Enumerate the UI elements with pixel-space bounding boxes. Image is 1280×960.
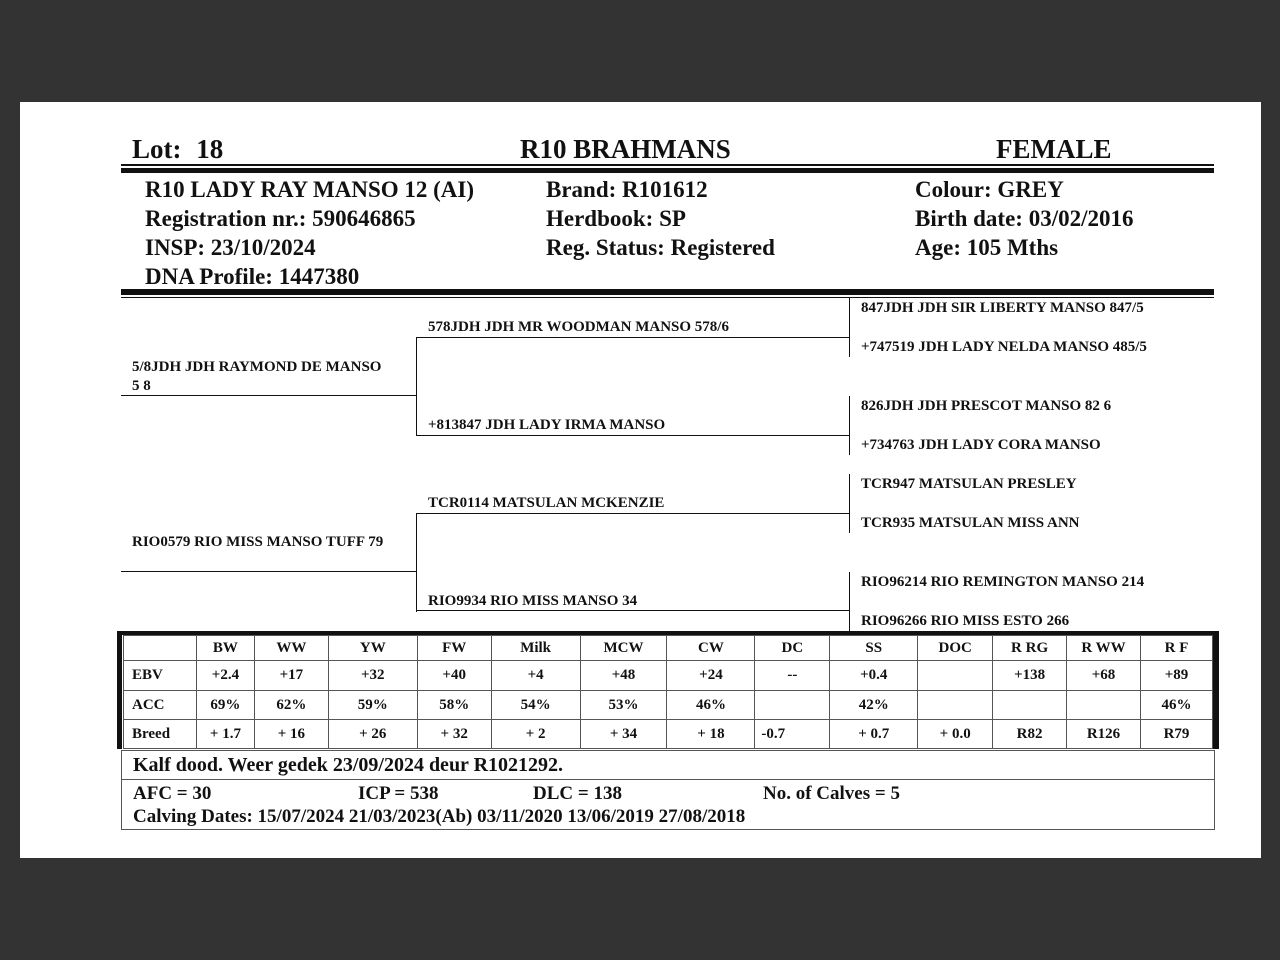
breed-cell: + 0.7 [830,720,918,749]
acc-row [124,691,1213,720]
ggp-6: TCR935 MATSULAN MISS ANN [861,515,1080,531]
breed-row-label: Breed [124,720,197,749]
acc-cell: 54% [491,691,580,720]
ebv-frame-right [1213,631,1219,749]
header-rule-thick [121,168,1214,173]
ebv-header-cell: R RG [993,636,1067,661]
birth-date: Birth date: 03/02/2016 [915,206,1134,231]
ebv-header-cell [124,636,197,661]
acc-cell: 62% [254,691,328,720]
registration-number: Registration nr.: 590646865 [145,206,416,231]
breed-cell: R79 [1140,720,1212,749]
dd-bracket [849,572,850,631]
ebv-header-cell: SS [830,636,918,661]
sire-sire-line [416,337,849,338]
ds-bracket [849,474,850,533]
insp-date: INSP: 23/10/2024 [145,235,316,260]
acc-cell [993,691,1067,720]
ebv-cell: -- [755,661,830,691]
info-rule-thick [121,289,1214,295]
acc-cell: 69% [196,691,254,720]
breed-cell: + 0.0 [918,720,993,749]
ebv-header-row [124,636,1213,661]
acc-cell [1067,691,1141,720]
breed-cell: + 32 [417,720,491,749]
ebv-cell: +4 [491,661,580,691]
sire-dam-line [416,435,849,436]
ebv-cell: +68 [1067,661,1141,691]
ebv-cell: +0.4 [830,661,918,691]
ebv-cell: +32 [328,661,417,691]
acc-cell: 59% [328,691,417,720]
dam-dam-name: RIO9934 RIO MISS MANSO 34 [428,593,638,609]
stats-box [121,779,1215,830]
dam-line [121,571,416,572]
ebv-frame-left [117,631,122,749]
calves-count: No. of Calves = 5 [763,783,900,804]
info-rule-thin [121,297,1214,298]
ebv-header-cell: CW [667,636,755,661]
dam-sire-name: TCR0114 MATSULAN MCKENZIE [428,495,665,511]
dam-sire-line [416,513,849,514]
ggp-8: RIO96266 RIO MISS ESTO 266 [861,613,1070,629]
ebv-cell: +2.4 [196,661,254,691]
ebv-cell: +40 [417,661,491,691]
ggp-1: 847JDH JDH SIR LIBERTY MANSO 847/5 [861,300,1144,316]
lot-number: 18 [196,134,224,164]
ebv-header-cell: DOC [918,636,993,661]
ebv-cell: +138 [993,661,1067,691]
breed-cell: + 2 [491,720,580,749]
remarks-text: Kalf dood. Weer gedek 23/09/2024 deur R1021292. [133,754,564,776]
remarks-box [121,750,1215,780]
brand: Brand: R101612 [546,177,708,202]
acc-cell: 53% [580,691,667,720]
ggp-2: +747519 JDH LADY NELDA MANSO 485/5 [861,339,1147,355]
breed-cell: R82 [993,720,1067,749]
acc-cell: 58% [417,691,491,720]
acc-cell: 46% [667,691,755,720]
calving-dates: Calving Dates: 15/07/2024 21/03/2023(Ab) 03/11/2020 13/06/2019 27/08/2018 [133,806,746,827]
acc-cell [918,691,993,720]
ggp-7: RIO96214 RIO REMINGTON MANSO 214 [861,574,1145,590]
acc-cell: 42% [830,691,918,720]
breed-cell: + 34 [580,720,667,749]
breed-cell: + 18 [667,720,755,749]
ebv-header-cell: FW [417,636,491,661]
ebv-cell: +48 [580,661,667,691]
ebv-header-cell: YW [328,636,417,661]
ebv-header-cell: MCW [580,636,667,661]
ggp-5: TCR947 MATSULAN PRESLEY [861,476,1077,492]
sire-bracket [416,337,417,436]
animal-name: R10 LADY RAY MANSO 12 (AI) [145,177,475,202]
ebv-cell [918,661,993,691]
ggp-4: +734763 JDH LADY CORA MANSO [861,437,1101,453]
lot-label [132,134,223,164]
ss-bracket [849,298,850,357]
dna-profile: DNA Profile: 1447380 [145,264,360,289]
dlc-value: DLC = 138 [533,783,622,804]
breed-cell: -0.7 [755,720,830,749]
herdbook: Herdbook: SP [546,206,686,231]
ggp-3: 826JDH JDH PRESCOT MANSO 82 6 [861,398,1112,414]
header-rule-thin [121,164,1214,166]
afc-value: AFC = 30 [133,783,212,804]
colour: Colour: GREY [915,177,1064,202]
breed-cell: + 26 [328,720,417,749]
breeder-name: R10 BRAHMANS [520,134,731,164]
ebv-cell: +89 [1140,661,1212,691]
breed-cell: R126 [1067,720,1141,749]
sex-label: FEMALE [996,134,1112,164]
sire-name: 5/8JDH JDH RAYMOND DE MANSO 5 8 [132,359,382,394]
ebv-header-cell: Milk [491,636,580,661]
acc-row-label: ACC [124,691,197,720]
breed-row [124,720,1213,749]
ebv-header-cell: DC [755,636,830,661]
acc-cell: 46% [1140,691,1212,720]
dam-bracket [416,513,417,612]
ebv-row-label: EBV [124,661,197,691]
ebv-table [123,635,1213,749]
ebv-cell: +17 [254,661,328,691]
icp-value: ICP = 538 [358,783,439,804]
dam-name: RIO0579 RIO MISS MANSO TUFF 79 [132,534,384,550]
sire-sire-name: 578JDH JDH MR WOODMAN MANSO 578/6 [428,319,729,335]
ebv-header-cell: R F [1140,636,1212,661]
sd-bracket [849,396,850,455]
lot-label-text: Lot: [132,134,182,164]
ebv-row [124,661,1213,691]
acc-cell [755,691,830,720]
ebv-cell: +24 [667,661,755,691]
ebv-header-cell: R WW [1067,636,1141,661]
age: Age: 105 Mths [915,235,1059,260]
registration-status: Reg. Status: Registered [546,235,775,260]
ebv-header-cell: WW [254,636,328,661]
breed-cell: + 16 [254,720,328,749]
sire-dam-name: +813847 JDH LADY IRMA MANSO [428,417,666,433]
breed-cell: + 1.7 [196,720,254,749]
ebv-header-cell: BW [196,636,254,661]
